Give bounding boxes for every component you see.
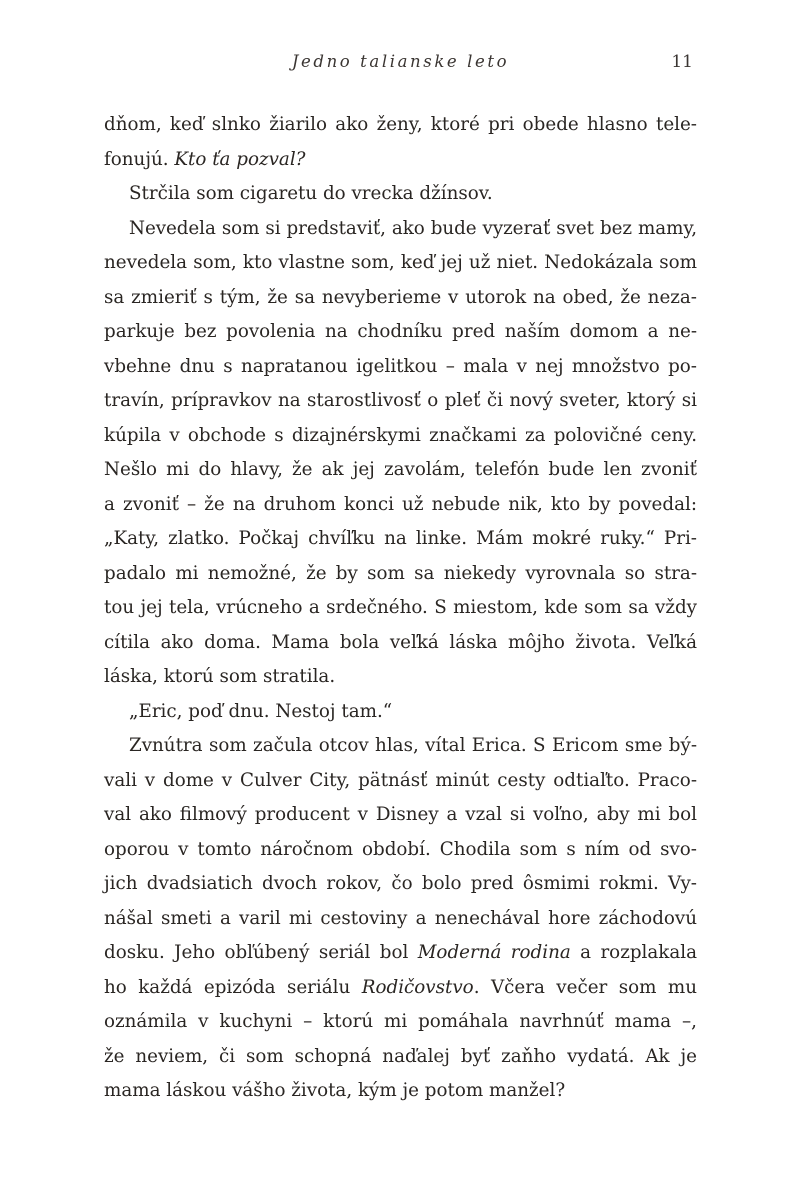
italic-title: Rodičovstvo — [361, 976, 474, 998]
text-line: Zvnútra som začula otcov hlas, vítal Erica. S Ericom sme bý- — [129, 735, 697, 756]
text-line: tou jej tela, vrúcneho a srdečného. S miestom, kde som sa vždy — [104, 597, 697, 618]
text-span: a rozplakala — [570, 942, 697, 963]
text-line: láska, ktorú som stratila. — [104, 666, 336, 687]
text-line: „Katy, zlatko. Počkaj chvíľku na linke. Mám mokré ruky.“ Pri- — [104, 528, 697, 549]
text-line: Nešlo mi do hlavy, že ak jej zavolám, telefón bude len zvoniť — [104, 459, 697, 480]
text-line — [104, 971, 697, 1006]
text-line: parkuje bez povolenia na chodníku pred naším domom a ne- — [104, 321, 697, 342]
text-line: travín, prípravkov na starostlivosť o pleť či nový sveter, ktorý si — [104, 390, 697, 411]
text-line: nášal smeti a varil mi cestoviny a nenechával hore záchodovú — [104, 907, 697, 929]
text-line: vbehne dnu s napratanou igelitkou – mala v nej množstvo po- — [104, 355, 697, 377]
text-line: nevedela som, kto vlastne som, keď jej už niet. Nedokázala som — [104, 252, 697, 273]
text-line: dňom, keď slnko žiarilo ako ženy, ktoré pri obede hlasno tele- — [104, 114, 697, 135]
text-line: Nevedela som si predstaviť, ako bude vyzerať svet bez mamy, — [129, 217, 697, 239]
page-text — [104, 108, 697, 1109]
text-line: „Eric, poď dnu. Nestoj tam.“ — [129, 700, 393, 722]
text-line: jich dvadsiatich dvoch rokov, čo bolo pred ôsmimi rokmi. Vy- — [104, 873, 697, 894]
text-line: oporou v tomto náročnom období. Chodila som s ním od svo- — [104, 838, 697, 860]
text-line: padalo mi nemožné, že by som sa niekedy vyrovnala so stra- — [104, 562, 697, 584]
text-line — [104, 143, 697, 178]
text-line: val ako filmový producent v Disney a vzal si voľno, aby mi bol — [104, 804, 697, 825]
text-line — [104, 936, 697, 971]
page-number: 11 — [671, 52, 693, 72]
text-line: Strčila som cigaretu do vrecka džínsov. — [129, 183, 493, 204]
text-line: cítila ako doma. Mama bola veľká láska môjho života. Veľká — [104, 631, 697, 653]
text-line: mama láskou vášho života, kým je potom manžel? — [104, 1080, 566, 1101]
text-span: . Včera večer som mu — [473, 976, 697, 998]
italic-quote: Kto ťa pozval? — [174, 148, 306, 170]
text-line: kúpila v obchode s dizajnérskymi značkami za polovičné ceny. — [104, 424, 697, 446]
text-line: oznámila v kuchyni – ktorú mi pomáhala navrhnúť mama –, — [104, 1011, 697, 1032]
running-title: Jedno talianske leto — [291, 52, 510, 71]
text-span: fonujú. — [104, 148, 175, 170]
italic-title: Moderná rodina — [417, 942, 571, 963]
text-line: sa zmieriť s tým, že sa nevyberieme v utorok na obed, že neza- — [104, 286, 697, 308]
text-line: vali v dome v Culver City, pätnásť minút cesty odtiaľto. Praco- — [104, 769, 697, 791]
text-line: že neviem, či som schopná naďalej byť zaňho vydatá. Ak je — [104, 1045, 697, 1067]
text-span: dosku. Jeho obľúbený seriál bol — [104, 942, 418, 963]
text-span: ho každá epizóda seriálu — [104, 976, 362, 998]
text-line: a zvoniť – že na druhom konci už nebude nik, kto by povedal: — [104, 493, 697, 515]
running-header — [104, 48, 697, 76]
